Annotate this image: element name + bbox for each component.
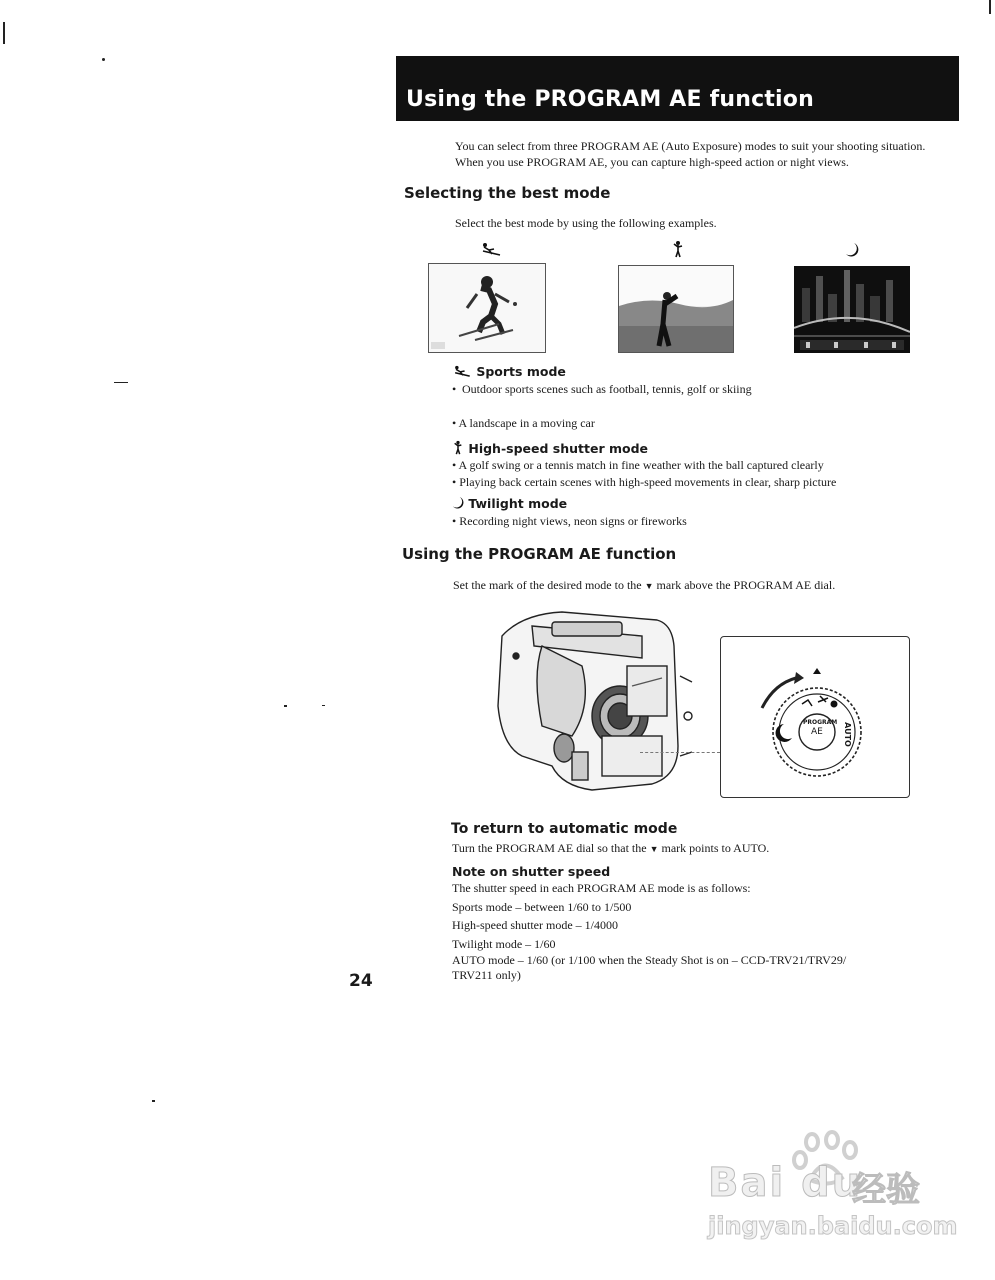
moon-icon: [452, 496, 464, 510]
high-speed-mode-label: High-speed shutter mode: [468, 441, 649, 456]
high-speed-example-photo: [618, 265, 734, 353]
page-title: Using the PROGRAM AE function: [406, 87, 814, 112]
twilight-mode-heading: [452, 496, 567, 511]
moon-icon: [845, 242, 859, 258]
using-instruction: Set the mark of the desired mode to the ▼ mark above the PROGRAM AE dial.: [453, 578, 836, 592]
using-heading: Using the PROGRAM AE function: [402, 545, 677, 563]
high-speed-mode-heading: [452, 440, 648, 456]
watermark-url: jingyan.baidu.com: [708, 1212, 958, 1240]
twilight-example-photo: [794, 266, 910, 353]
sports-mode-heading: [452, 364, 566, 379]
intro-paragraph: You can select from three PROGRAM AE (Auto Exposure) modes to suit your shooting situation. When you use PROGRAM AE, you can capture high-speed action or night views.: [455, 139, 926, 169]
title-bar: [396, 56, 959, 121]
golfer-icon: [452, 440, 464, 455]
note-line: High-speed shutter mode – 1/4000: [452, 918, 618, 932]
selecting-heading: Selecting the best mode: [404, 184, 611, 202]
twilight-mode-label: Twilight mode: [468, 496, 568, 511]
dial-label-ae: AE: [811, 727, 823, 737]
note-line: TRV211 only): [452, 968, 521, 982]
camcorder-illustration: [482, 606, 702, 796]
sports-icon: [480, 242, 502, 256]
triangle-down-icon: ▼: [649, 844, 659, 854]
list-item: • Playing back certain scenes with high-speed movements in clear, sharp picture: [452, 475, 837, 489]
note-line: The shutter speed in each PROGRAM AE mode is as follows:: [452, 881, 751, 895]
sports-example-photo: [428, 263, 546, 353]
sports-icon: [452, 365, 472, 377]
list-item: • A golf swing or a tennis match in fine weather with the ball captured clearly: [452, 458, 824, 472]
list-item: • A landscape in a moving car: [452, 416, 595, 430]
watermark-chinese: 经验: [852, 1170, 920, 1210]
list-item: • Recording night views, neon signs or fireworks: [452, 514, 687, 528]
note-line: Sports mode – between 1/60 to 1/500: [452, 899, 632, 914]
note-lines: [452, 879, 846, 982]
sports-mode-label: Sports mode: [476, 364, 566, 379]
return-text: Turn the PROGRAM AE dial so that the ▼ mark points to AUTO.: [452, 841, 770, 855]
selecting-instruction: Select the best mode by using the following examples.: [455, 216, 717, 230]
watermark-brand: Bai du: [708, 1160, 863, 1206]
note-line: AUTO mode – 1/60 (or 1/100 when the Steady Shot is on – CCD-TRV21/TRV29/: [452, 953, 847, 967]
dial-label-program: PROGRAM: [803, 719, 838, 726]
note-line: Twilight mode – 1/60: [452, 936, 556, 951]
return-heading: To return to automatic mode: [451, 821, 678, 837]
page-number: 24: [349, 971, 373, 991]
list-item: • Outdoor sports scenes such as football, tennis, golf or skiing: [452, 382, 752, 396]
triangle-down-icon: ▼: [644, 581, 654, 591]
connector-line: [640, 752, 720, 754]
dial-label-auto: AUTO: [842, 722, 852, 747]
golfer-icon: [671, 240, 685, 258]
note-heading: Note on shutter speed: [452, 864, 611, 879]
